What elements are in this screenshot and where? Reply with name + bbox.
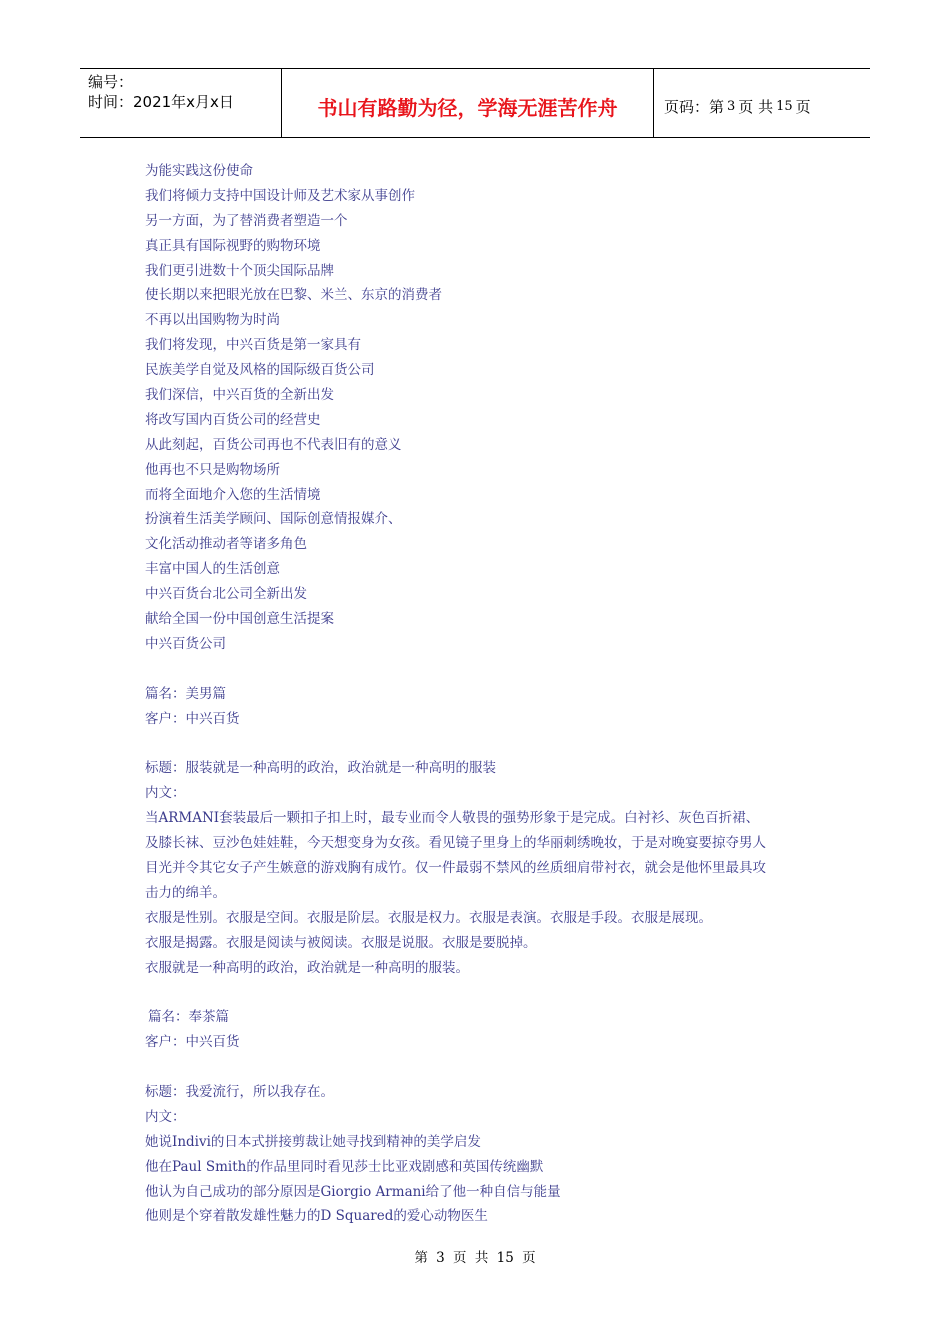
- number-label: 编号：: [88, 73, 134, 91]
- piece-body-line: 击力的绵羊。: [145, 884, 226, 901]
- header-page-cell: [654, 69, 870, 137]
- piece-name: 篇名：美男篇: [145, 685, 226, 702]
- piece-body-line: 当ARMANI套装最后一颗扣子扣上时，最专业而令人敬畏的强势形象于是完成。白衬衫、灰色百折裙、: [145, 810, 760, 827]
- piece-body-label: 内文：: [145, 785, 186, 802]
- footer-mid2: 共: [474, 1250, 489, 1266]
- text-line: 使长期以来把眼光放在巴黎、米兰、东京的消费者: [145, 287, 442, 304]
- footer-prefix: 第: [414, 1250, 428, 1266]
- text-line: 扮演着生活美学顾问、国际创意情报媒介、: [145, 511, 402, 528]
- page-prefix: 页码：第: [664, 97, 725, 116]
- text-line: 中兴百货台北公司全新出发: [145, 586, 307, 603]
- text-line: 民族美学自觉及风格的国际级百货公司: [145, 362, 375, 379]
- document-header: [80, 68, 870, 138]
- piece-body-line: 及膝长袜、豆沙色娃娃鞋，今天想变身为女孩。看见镜子里身上的华丽刺绣晚妆，于是对晚宴要掠夺男人: [145, 835, 766, 852]
- text-line: 为能实践这份使命: [145, 163, 253, 179]
- page-footer: [0, 1246, 950, 1266]
- text-line: 丰富中国人的生活创意: [145, 561, 280, 578]
- text-line: 不再以出国购物为时尚: [145, 312, 280, 329]
- spacer: [145, 731, 825, 756]
- spacer: [145, 1055, 825, 1080]
- footer-suffix: 页: [522, 1250, 536, 1266]
- header-motto-cell: [282, 69, 654, 137]
- page-current: 3: [727, 98, 736, 114]
- spacer: [145, 657, 825, 682]
- piece-title: 标题：服装就是一种高明的政治，政治就是一种高明的服装: [145, 760, 496, 777]
- text-line: 文化活动推动者等诸多角色: [145, 536, 307, 553]
- document-body: [145, 159, 825, 1229]
- header-motto: 书山有路勤为径，学海无涯苦作舟: [317, 95, 618, 120]
- page-suffix: 页: [795, 97, 811, 116]
- time-label: 时间：2021年x月x日: [88, 93, 234, 111]
- piece-body-line: 她说Indivi的日本式拼接剪裁让她寻找到精神的美学启发: [145, 1133, 481, 1150]
- header-meta-cell: [80, 69, 282, 137]
- footer-current: 3: [436, 1250, 445, 1266]
- piece-body-line: 衣服就是一种高明的政治，政治就是一种高明的服装。: [145, 959, 469, 976]
- text-line: 我们更引进数十个顶尖国际品牌: [145, 262, 334, 279]
- piece-body-line: 他则是个穿着散发雄性魅力的D Squared的爱心动物医生: [145, 1208, 488, 1225]
- piece-body-line: 他认为自己成功的部分原因是Giorgio Armani给了他一种自信与能量: [145, 1183, 561, 1200]
- text-line: 献给全国一份中国创意生活提案: [145, 611, 334, 628]
- footer-mid1: 页: [453, 1250, 467, 1266]
- piece-client: 客户：中兴百货: [145, 710, 240, 727]
- page-total: 15: [776, 98, 793, 114]
- page-mid: 页 共: [738, 97, 774, 116]
- piece-title: 标题：我爱流行，所以我存在。: [145, 1083, 334, 1100]
- piece-body-line: 目光并令其它女子产生嫉意的游戏胸有成竹。仅一件最弱不禁风的丝质细肩带衬衣，就会是他怀里最具攻: [145, 859, 766, 876]
- text-line: 中兴百货公司: [145, 635, 226, 652]
- piece-body-line: 衣服是揭露。衣服是阅读与被阅读。衣服是说服。衣服是要脱掉。: [145, 934, 537, 951]
- text-line: 我们将倾力支持中国设计师及艺术家从事创作: [145, 187, 415, 204]
- text-line: 真正具有国际视野的购物环境: [145, 237, 321, 254]
- text-line: 我们深信，中兴百货的全新出发: [145, 387, 334, 404]
- text-line: 从此刻起，百货公司再也不代表旧有的意义: [145, 436, 402, 453]
- text-line: 另一方面，为了替消费者塑造一个: [145, 212, 348, 229]
- text-line: 我们将发现，中兴百货是第一家具有: [145, 337, 361, 354]
- piece-client: 客户：中兴百货: [145, 1034, 240, 1051]
- text-line: 而将全面地介入您的生活情境: [145, 486, 321, 503]
- piece-name: 篇名：奉茶篇: [148, 1009, 229, 1026]
- piece-body-line: 他在Paul Smith的作品里同时看见莎士比亚戏剧感和英国传统幽默: [145, 1158, 544, 1175]
- piece-body-line: 衣服是性别。衣服是空间。衣服是阶层。衣服是权力。衣服是表演。衣服是手段。衣服是展现。: [145, 909, 712, 926]
- text-line: 他再也不只是购物场所: [145, 461, 280, 478]
- piece-body-label: 内文：: [145, 1108, 186, 1125]
- footer-total: 15: [496, 1250, 514, 1266]
- spacer: [145, 980, 825, 1005]
- text-line: 将改写国内百货公司的经营史: [145, 411, 321, 428]
